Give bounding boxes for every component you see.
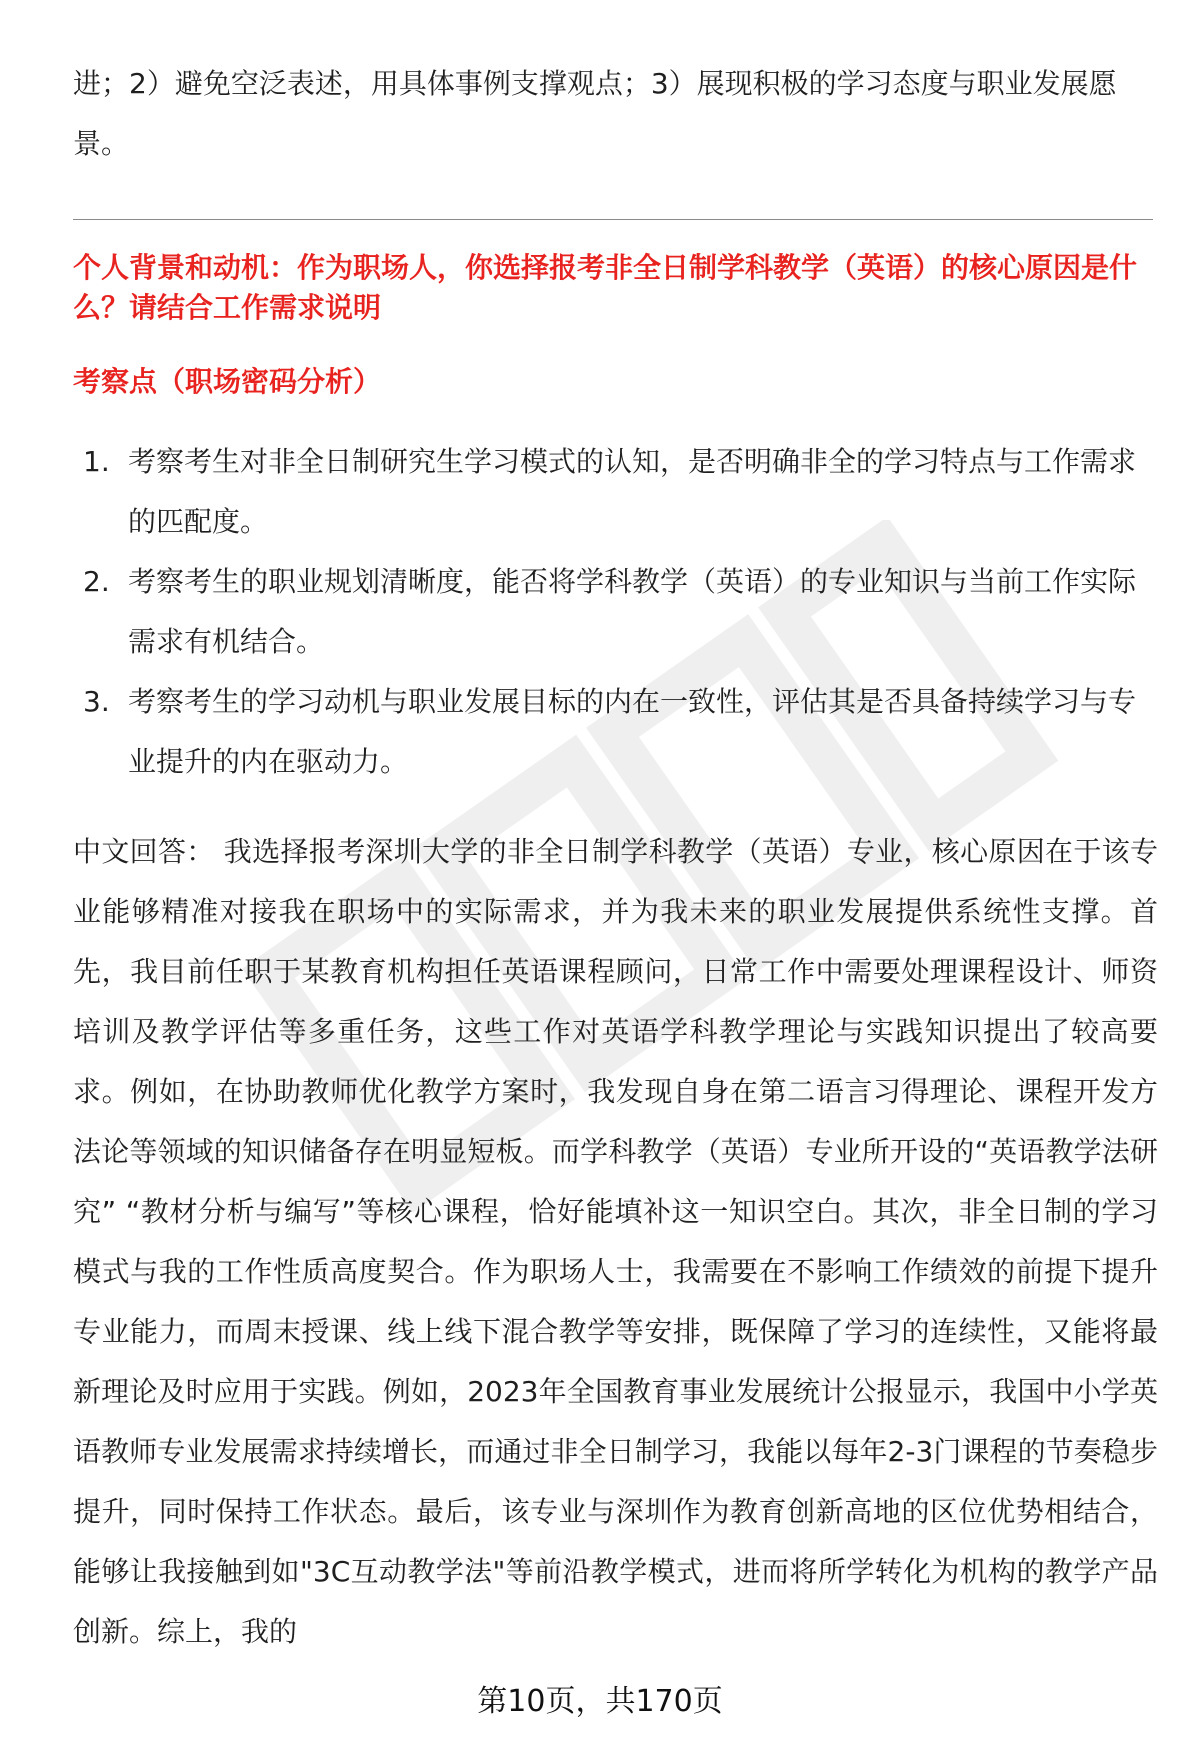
section-title: 考察点（职场密码分析）: [73, 365, 382, 398]
list-item-text: 考察考生对非全日制研究生学习模式的认知，是否明确非全的学习特点与工作需求的匹配度。: [128, 445, 1137, 538]
page-number-footer: 第10页，共170页: [477, 1684, 723, 1719]
assessment-points-list: [73, 432, 1153, 792]
list-item-number: 3.: [83, 685, 110, 718]
continued-paragraph: 进；2）避免空泛表述，用具体事例支撑观点；3）展现积极的学习态度与职业发展愿景。: [73, 67, 1117, 160]
section-divider: [73, 219, 1153, 220]
question-heading: 个人背景和动机：作为职场人，你选择报考非全日制学科教学（英语）的核心原因是什么？请结合工作需求说明: [73, 251, 1138, 324]
list-item-text: 考察考生的职业规划清晰度，能否将学科教学（英语）的专业知识与当前工作实际需求有机结合。: [128, 565, 1137, 658]
list-item: [73, 552, 1153, 672]
list-item-text: 考察考生的学习动机与职业发展目标的内在一致性，评估其是否具备持续学习与专业提升的内在驱动力。: [128, 685, 1137, 778]
list-item-number: 1.: [83, 445, 110, 478]
answer-paragraph: 中文回答： 我选择报考深圳大学的非全日制学科教学（英语）专业，核心原因在于该专业能够精准对接我在职场中的实际需求，并为我未来的职业发展提供系统性支撑。首先，我目前任职于某教育机构担任英语课程顾问，日常工作中需要处理课程设计、师资培训及教学评估等多重任务，这些工作对英语学科教学理论与实践知识提出了较高要求。例如，在协助教师优化教学方案时，我发现自身在第二语言习得理论、课程开发方法论等领域的知识储备存在明显短板。而学科教学（英语）专业所开设的“英语教学法研究” “教材分析与编写”等核心课程，恰好能填补这一知识空白。其次，非全日制的学习模式与我的工作性质高度契合。作为职场人士，我需要在不影响工作绩效的前提下提升专业能力，而周末授课、线上线下混合教学等安排，既保障了学习的连续性，又能将最新理论及时应用于实践。例如，2023年全国教育事业发展统计公报显示，我国中小学英语教师专业发展需求持续增长，而通过非全日制学习，我能以每年2-3门课程的节奏稳步提升，同时保持工作状态。最后，该专业与深圳作为教育创新高地的区位优势相结合，能够让我接触到如"3C互动教学法"等前沿教学模式，进而将所学转化为机构的教学产品创新。综上，我的: [73, 835, 1158, 1648]
list-item: [73, 672, 1153, 792]
list-item: [73, 432, 1153, 552]
list-item-number: 2.: [83, 565, 110, 598]
